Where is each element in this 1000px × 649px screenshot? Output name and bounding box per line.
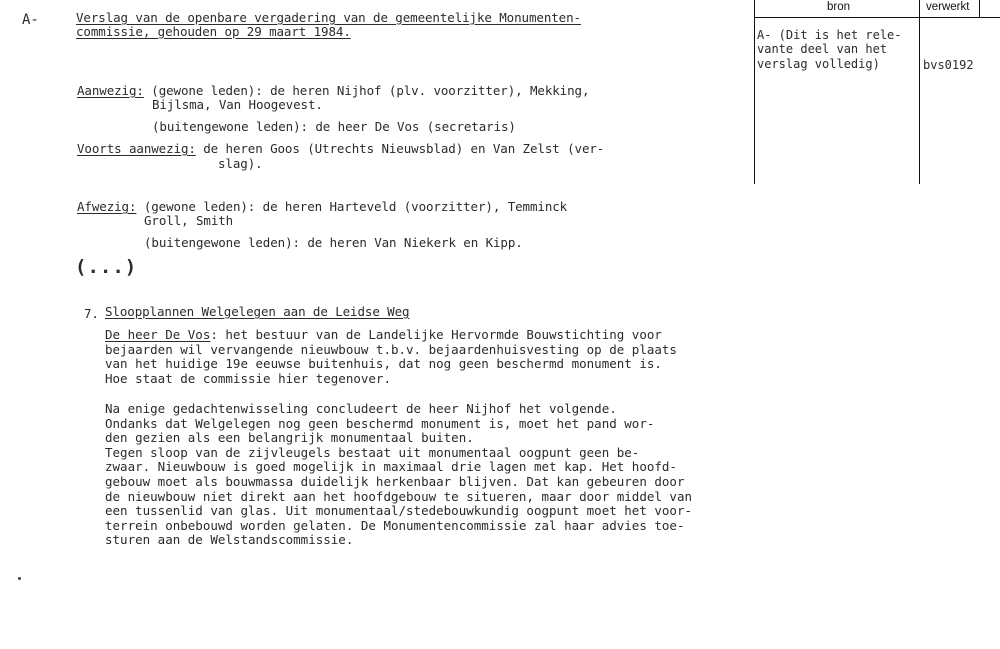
table-border-left: [754, 0, 755, 184]
document-title-line-1: Verslag van de openbare vergadering van de gemeentelijke Monumenten-: [76, 10, 581, 25]
paragraph-line: Hoe staat de commissie hier tegenover.: [105, 370, 391, 386]
item-number: 7.: [84, 306, 99, 321]
present-regular-continuation: Bijlsma, Van Hoogevest.: [152, 97, 323, 112]
bron-line: verslag volledig): [757, 56, 880, 71]
speaker-label: De heer De Vos: [105, 327, 211, 342]
paragraph-line: sturen aan de Welstandscommissie.: [105, 532, 354, 548]
present-extra: (buitengewone leden): de heer De Vos (secretaris): [152, 119, 516, 134]
also-present-text: de heren Goos (Utrechts Nieuwsblad) en Van Zelst (ver-: [195, 141, 605, 156]
item-paragraph-1: [105, 328, 677, 386]
source-table: [754, 0, 1000, 184]
paragraph-line: de nieuwbouw niet direkt aan het hoofdgebouw te situeren, maar door middel van: [105, 488, 692, 504]
absent-extra: (buitengewone leden): de heren Van Niekerk en Kipp.: [144, 235, 523, 250]
paragraph-line: bejaarden wil vervangende nieuwbouw t.b.v. bejaardenhuisvesting op de plaats: [105, 341, 677, 357]
absent-label: Afwezig:: [77, 199, 137, 214]
paragraph-line: zwaar. Nieuwbouw is goed mogelijk in maximaal drie lagen met kap. Het hoofd-: [105, 459, 677, 475]
table-header-divider: [979, 0, 980, 18]
item-heading: Sloopplannen Welgelegen aan de Leidse Weg: [105, 304, 410, 319]
absent-regular-continuation: Groll, Smith: [144, 213, 234, 228]
paragraph-line: terrein onbebouwd worden gelaten. De Monumentencommissie zal haar advies toe-: [105, 517, 685, 533]
present-regular-text: (gewone leden): de heren Nijhof (plv. voorzitter), Mekking,: [143, 83, 590, 98]
paragraph-line: den gezien als een belangrijk monumentaal buiten.: [105, 430, 474, 446]
present-label: Aanwezig:: [77, 83, 144, 98]
absent-regular-text: (gewone leden): de heren Harteveld (voorzitter), Temminck: [136, 199, 568, 214]
document-title-line-2: commissie, gehouden op 29 maart 1984.: [76, 24, 351, 39]
table-header-bron: bron: [827, 1, 851, 13]
item-paragraph-2: [105, 402, 692, 548]
paragraph-line: een tussenlid van glas. Uit monumentaal/stedebouwkundig oogpunt moet het voor-: [105, 503, 692, 519]
bron-line: A- (Dit is het rele-: [757, 28, 902, 42]
bron-line: vante deel van het: [757, 42, 888, 57]
paragraph-line: van het huidige 19e eeuwse buitenhuis, dat nog geen beschermd monument is.: [105, 356, 662, 372]
paragraph-line: De heer De Vos: het bestuur van de Landelijke Hervormde Bouwstichting voor: [105, 327, 662, 342]
table-cell-verwerkt: bvs0192: [923, 58, 974, 72]
stray-dot: [18, 577, 21, 580]
also-present-continuation: slag).: [218, 156, 263, 171]
omission-ellipsis: (...): [75, 256, 138, 278]
paragraph-line: Na enige gedachtenwisseling concludeert de heer Nijhof het volgende.: [105, 401, 617, 416]
table-header-rule: [754, 17, 1000, 18]
table-header-verwerkt: verwerkt: [926, 1, 970, 13]
also-present-label: Voorts aanwezig:: [77, 141, 196, 156]
paragraph-line: Tegen sloop van de zijvleugels bestaat uit monumentaal oogpunt geen be-: [105, 444, 640, 460]
section-marker: A-: [22, 12, 39, 28]
paragraph-line: gebouw moet als bouwmassa duidelijk herkenbaar blijven. Dat kan gebeuren door: [105, 473, 685, 489]
also-present-line: [77, 142, 604, 157]
table-cell-bron: [757, 28, 902, 71]
table-column-divider: [919, 0, 920, 184]
paragraph-line: Ondanks dat Welgelegen nog geen beschermd monument is, moet het pand wor-: [105, 415, 655, 431]
